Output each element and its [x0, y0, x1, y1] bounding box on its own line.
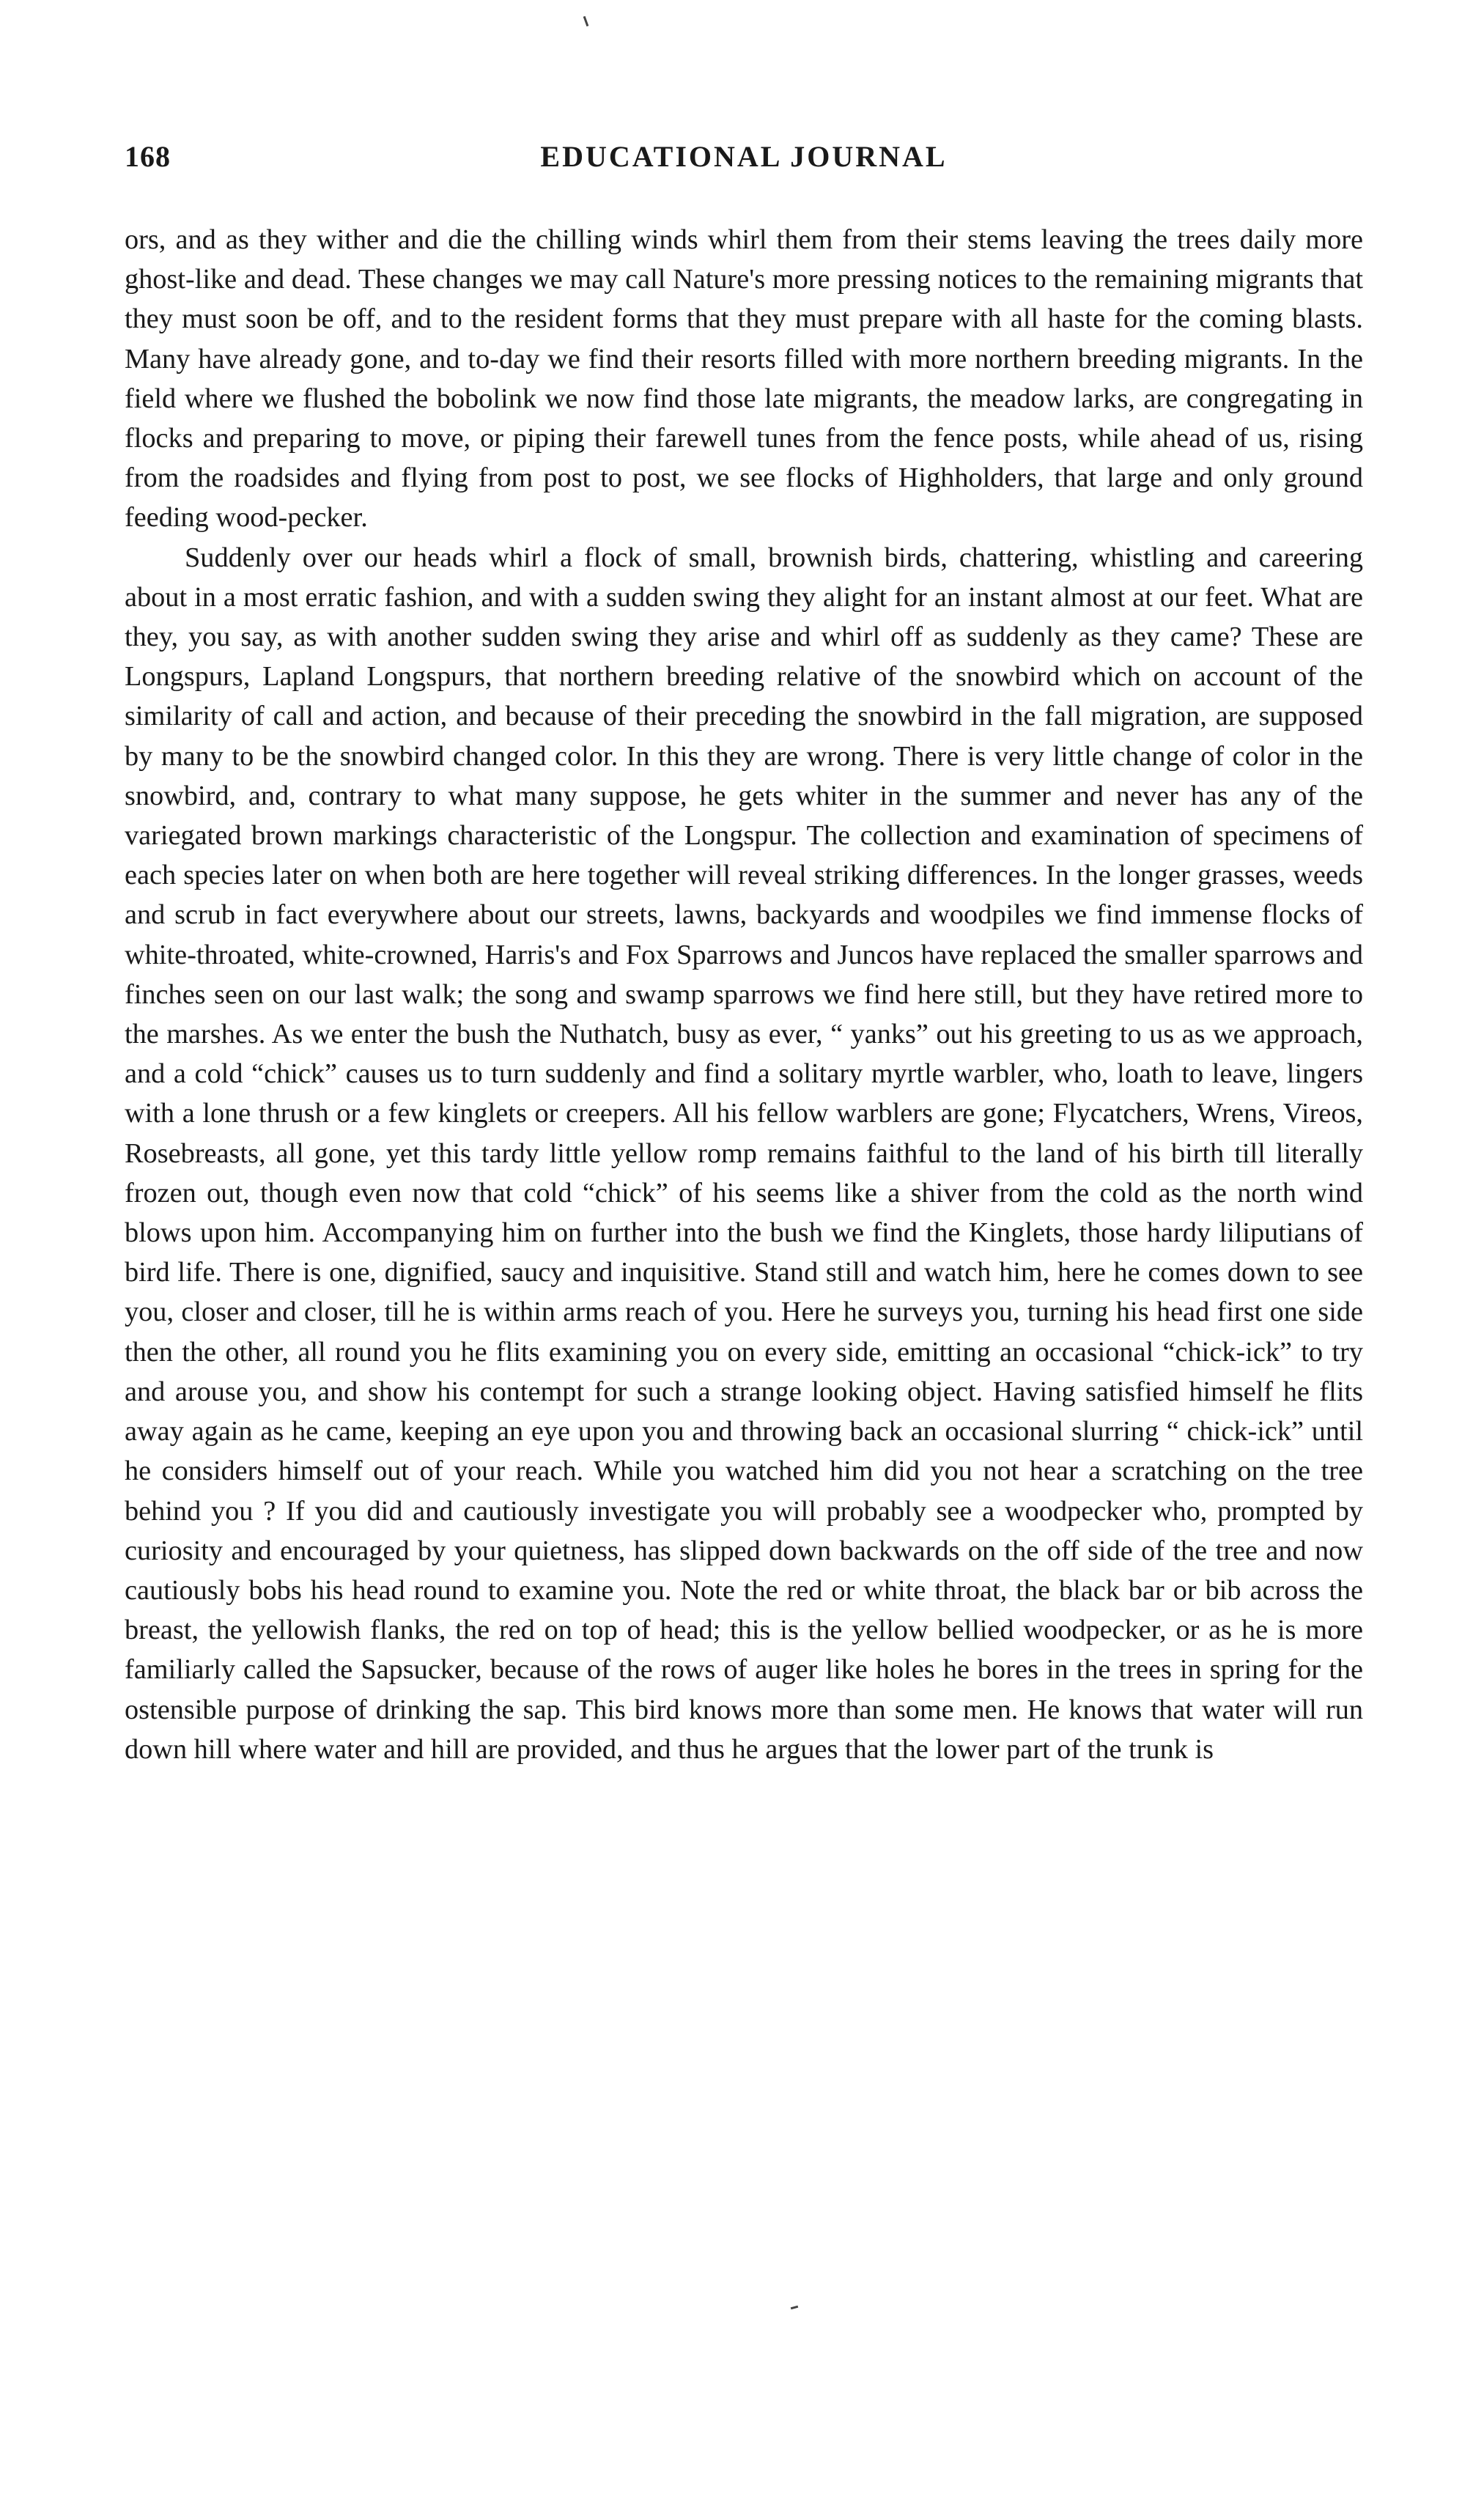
paragraph: ors, and as they wither and die the chilling winds whirl them from their stems leaving the trees daily more ghost-like and dead. These changes we may call Nature's more pressing notices to the remaining migrants that they must soon be off, and to the resident forms that they must prepare with all haste for the coming blasts. Many have already gone, and to-day we find their resorts filled with more northern breeding migrants. In the field where we flushed the bobolink we now find those late migrants, the meadow larks, are congregating in flocks and preparing to move, or piping their farewell tunes from the fence posts, while ahead of us, rising from the roadsides and flying from post to post, we see flocks of Highholders, that large and only ground feeding wood-pecker. [125, 224, 1363, 534]
ink-speck [583, 16, 589, 26]
article-body [125, 220, 1363, 1769]
paragraph: Suddenly over our heads whirl a flock of small, brownish birds, chattering, whistling and careering about in a most erratic fashion, and with a sudden swing they alight for an instant almost at our feet. What are they, you say, as with another sudden swing they arise and whirl off as suddenly as they came? These are Longspurs, Lapland Longspurs, that northern breeding relative of the snowbird which on account of the similarity of call and action, and because of their preceding the snowbird in the fall migration, are supposed by many to be the snowbird changed color. In this they are wrong. There is very little change of color in the snowbird, and, contrary to what many suppose, he gets whiter in the summer and never has any of the variegated brown markings characteristic of the Longspur. The collection and examination of specimens of each species later on when both are here together will reveal striking differences. In the longer grasses, weeds and scrub in fact everywhere about our streets, lawns, backyards and woodpiles we find immense flocks of white-throated, white-crowned, Harris's and Fox Sparrows and Juncos have replaced the smaller sparrows and finches seen on our last walk; the song and swamp sparrows we find here still, but they have retired more to the marshes. As we enter the bush the Nuthatch, busy as ever, “ yanks” out his greeting to us as we approach, and a cold “chick” causes us to turn suddenly and find a solitary myrtle warbler, who, loath to leave, lingers with a lone thrush or a few kinglets or creepers. All his fellow warblers are gone; Flycatchers, Wrens, Vireos, Rosebreasts, all gone, yet this tardy little yellow romp remains faithful to the land of his birth till literally frozen out, though even now that cold “chick” of his seems like a shiver from the cold as the north wind blows upon him. Accompanying him on further into the bush we find the Kinglets, those hardy liliputians of bird life. There is one, dignified, saucy and inquisitive. Stand still and watch him, here he comes down to see you, closer and closer, till he is within arms reach of you. Here he surveys you, turning his head first one side then the other, all round you he flits examining you on every side, emitting an occasional “chick-ick” to try and arouse you, and show his contempt for such a strange looking object. Having satisfied himself he flits away again as he came, keeping an eye upon you and throwing back an occasional slurring “ chick-ick” until he considers himself out of your reach. While you watched him did you not hear a scratching on the tree behind you ? If you did and cautiously investigate you will probably see a woodpecker who, prompted by curiosity and encouraged by your quietness, has slipped down backwards on the off side of the tree and now cautiously bobs his head round to examine you. Note the red or white throat, the black bar or bib across the breast, the yellowish flanks, the red on top of head; this is the yellow bellied woodpecker, or as he is more familiarly called the Sapsucker, because of the rows of auger like holes he bores in the trees in spring for the ostensible purpose of drinking the sap. This bird knows more than some men. He knows that water will run down hill where water and hill are provided, and thus he argues that the lower part of the trunk is [125, 542, 1363, 1765]
page-number: 168 [125, 140, 171, 173]
running-title: EDUCATIONAL JOURNAL [540, 140, 948, 173]
ink-speck [791, 2306, 798, 2309]
page-header [125, 139, 1363, 183]
